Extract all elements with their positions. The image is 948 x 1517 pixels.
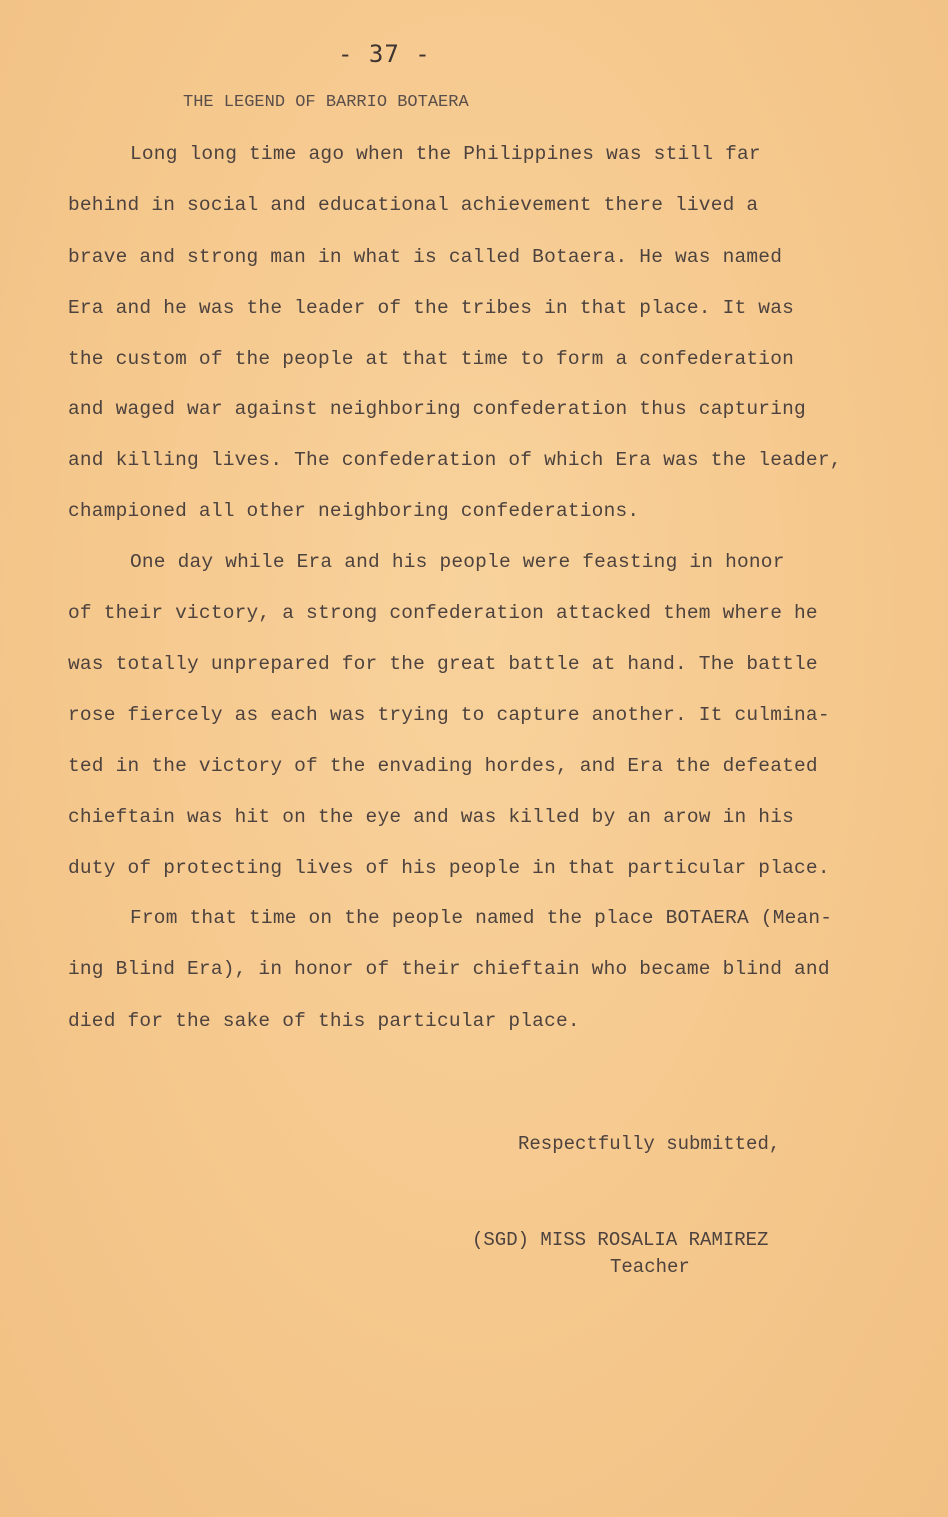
paragraph-2-line-3: was totally unprepared for the great battle at hand. The battle bbox=[68, 653, 818, 675]
page-number: - 37 - bbox=[338, 40, 431, 68]
paragraph-1-line-1: Long long time ago when the Philippines was still far bbox=[130, 143, 761, 165]
paragraph-3-line-2: ing Blind Era), in honor of their chieftain who became blind and bbox=[68, 958, 830, 980]
paragraph-1-line-3: brave and strong man in what is called Botaera. He was named bbox=[68, 246, 783, 268]
signature: (SGD) MISS ROSALIA RAMIREZ bbox=[472, 1229, 769, 1251]
paragraph-3-line-3: died for the sake of this particular place. bbox=[68, 1010, 580, 1032]
paragraph-2-line-5: ted in the victory of the envading hordes, and Era the defeated bbox=[68, 755, 818, 777]
paragraph-1-line-5: the custom of the people at that time to form a confederation bbox=[68, 348, 795, 370]
paragraph-1-line-4: Era and he was the leader of the tribes in that place. It was bbox=[68, 297, 795, 319]
paragraph-2-line-4: rose fiercely as each was trying to capture another. It culmina- bbox=[68, 704, 830, 726]
signer-title: Teacher bbox=[610, 1256, 690, 1278]
closing-text: Respectfully submitted, bbox=[518, 1133, 781, 1155]
document-title: THE LEGEND OF BARRIO BOTAERA bbox=[183, 93, 469, 112]
paragraph-1-line-2: behind in social and educational achievement there lived a bbox=[68, 194, 759, 216]
paragraph-1-line-8: championed all other neighboring confederations. bbox=[68, 500, 640, 522]
paragraph-2-line-7: duty of protecting lives of his people in that particular place. bbox=[68, 857, 830, 879]
paragraph-3-line-1: From that time on the people named the place BOTAERA (Mean- bbox=[130, 907, 833, 929]
paragraph-2-line-2: of their victory, a strong confederation attacked them where he bbox=[68, 602, 818, 624]
paragraph-1-line-6: and waged war against neighboring confederation thus capturing bbox=[68, 398, 806, 420]
paragraph-1-line-7: and killing lives. The confederation of which Era was the leader, bbox=[68, 449, 842, 471]
paragraph-2-line-1: One day while Era and his people were feasting in honor bbox=[130, 551, 785, 573]
paragraph-2-line-6: chieftain was hit on the eye and was killed by an arow in his bbox=[68, 806, 795, 828]
